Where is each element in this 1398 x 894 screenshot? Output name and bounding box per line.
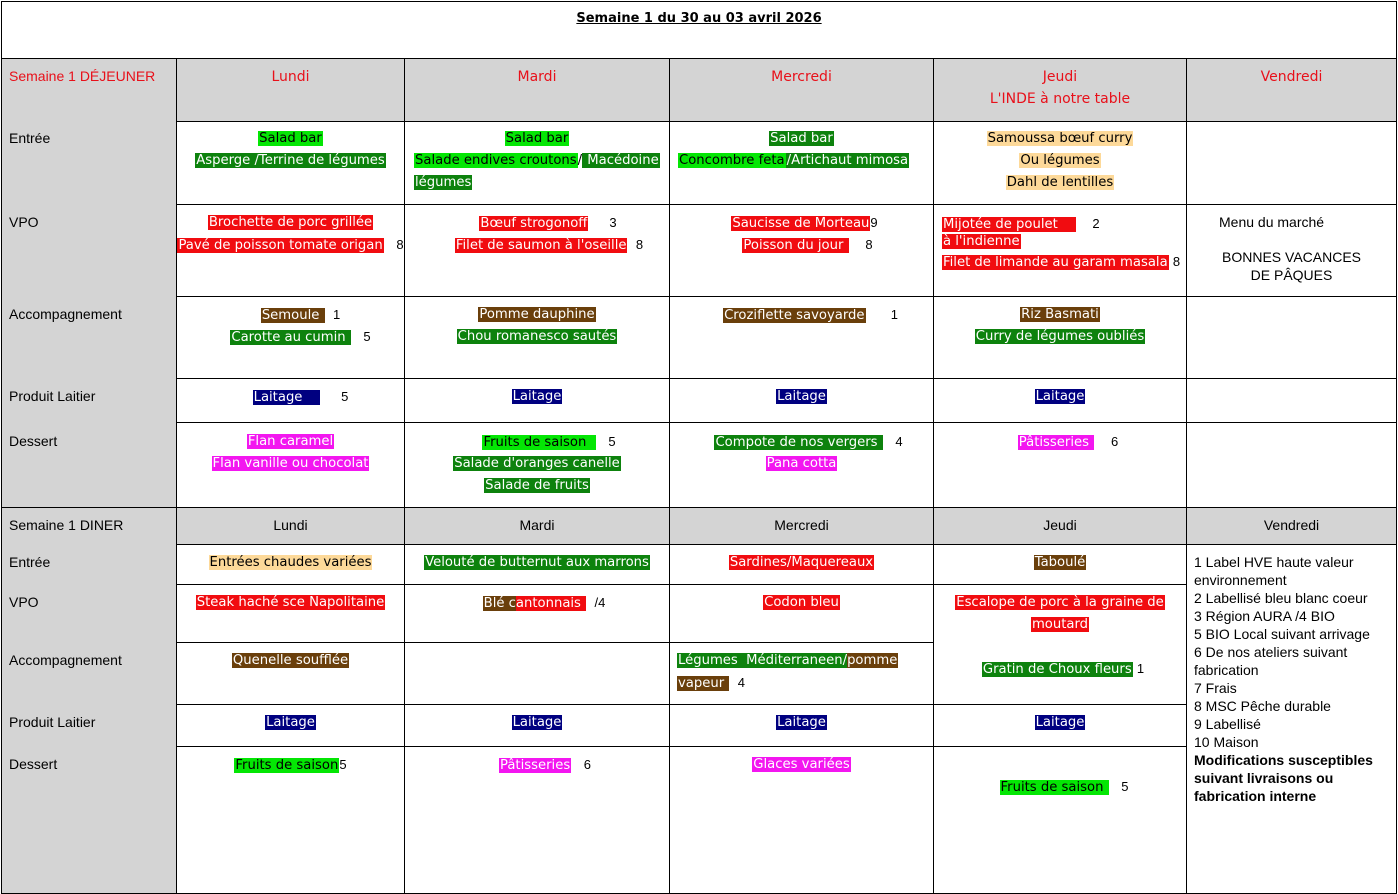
menu-item: Flan vanille ou chocolat (212, 456, 369, 471)
legend-item: 6 De nos ateliers suivant fabrication (1194, 644, 1348, 678)
menu-item: vapeur (678, 676, 729, 691)
menu-item: Pâtisseries (499, 758, 571, 773)
lunch-row-produit-laitier: Produit Laitier (9, 388, 96, 404)
menu-item: Mijotée de poulet (943, 217, 1075, 232)
label-code: 4 (895, 434, 903, 449)
menu-item: Samoussa bœuf curry (987, 131, 1133, 146)
menu-item: Concombre feta (679, 153, 785, 168)
menu-item: Velouté de butternut aux marrons (425, 555, 649, 570)
legend-item: 2 Labellisé bleu blanc coeur (1194, 590, 1368, 606)
vendredi-vacances-1: BONNES VACANCES (1222, 249, 1361, 265)
vendredi-vacances-2: DE PÂQUES (1250, 267, 1333, 283)
label-code: 5 (363, 329, 371, 344)
label-code: 9 (870, 215, 878, 230)
menu-item: Poisson du jour (743, 238, 848, 253)
dinner-day-mardi: Mardi (519, 517, 555, 533)
label-code: 6 (1110, 434, 1119, 449)
label-code: 1 (1136, 661, 1145, 676)
menu-item: Saucisse de Morteau (732, 216, 870, 231)
menu-item: Salad bar (259, 131, 322, 146)
menu-item: légumes (415, 175, 472, 190)
menu-item: à l'indienne (943, 234, 1020, 249)
label-code: 3 (609, 215, 617, 230)
menu-item: Semoule (261, 308, 324, 323)
label-code: 8 (865, 237, 873, 252)
menu-item: Gratin de Choux fleurs (982, 662, 1132, 677)
lunch-row-vpo: VPO (9, 214, 39, 230)
dinner-day-jeudi: Jeudi (1043, 517, 1077, 533)
label-code: 1 (332, 307, 341, 322)
menu-item: Fruits de saison (1000, 780, 1108, 795)
legend-item: 8 MSC Pêche durable (1194, 698, 1331, 714)
menu-item: Flan caramel (247, 434, 334, 449)
menu-item: Laitage (777, 715, 826, 730)
menu-item: Laitage (253, 390, 320, 405)
menu-item: Salad bar (770, 131, 833, 146)
label-code: 5 (341, 389, 349, 404)
menu-item: Curry de légumes oubliés (975, 329, 1145, 344)
legend-item: 5 BIO Local suivant arrivage (1194, 626, 1370, 642)
menu-item: Quenelle soufflée (232, 653, 349, 668)
label-code: 5 (339, 757, 347, 772)
menu-item: Entrées chaudes variées (209, 555, 372, 570)
label-code: 5 (608, 434, 616, 449)
lunch-day-mardi: Mardi (517, 69, 557, 85)
dinner-section-label: Semaine 1 DINER (9, 517, 124, 533)
label-code: 8 (396, 237, 404, 252)
dinner-day-vendredi: Vendredi (1263, 517, 1320, 533)
lunch-day-mercredi: Mercredi (771, 69, 832, 85)
menu-item: Taboulé (1034, 555, 1086, 570)
lunch-day-lundi: Lundi (271, 69, 310, 85)
lunch-row-entree: Entrée (9, 130, 51, 146)
menu-item: pomme (847, 653, 898, 668)
menu-item: Salade d'oranges canelle (454, 456, 620, 471)
legend-item: 10 Maison (1194, 734, 1259, 750)
menu-item: Pana cotta (766, 456, 837, 471)
lunch-day-jeudi: Jeudi (1042, 69, 1078, 85)
menu-item: Steak haché sce Napolitaine (196, 595, 385, 610)
lunch-row-accompagnement: Accompagnement (9, 306, 122, 322)
jeudi-theme: L'INDE à notre table (989, 91, 1131, 107)
menu-item: Bœuf strogonoff (480, 216, 588, 231)
label-code: 2 (1092, 216, 1100, 231)
legend-item: 7 Frais (1194, 680, 1237, 696)
label-legend (1194, 553, 1394, 805)
label-code: /4 (594, 595, 606, 610)
menu-item: Fruits de saison (483, 435, 595, 450)
menu-item: Ou légumes (1020, 153, 1100, 168)
menu-item: Chou romanesco sautés (457, 329, 617, 344)
legend-item: 9 Labellisé (1194, 716, 1261, 732)
dinner-day-mercredi: Mercredi (774, 517, 829, 533)
lunch-day-vendredi: Vendredi (1260, 69, 1323, 85)
menu-item: Blé c (483, 596, 516, 611)
legend-item: 1 Label HVE haute valeur environnement (1194, 554, 1354, 588)
menu-item: Laitage (777, 389, 826, 404)
menu-item: Laitage (1035, 389, 1085, 404)
menu-item: Pavé de poisson tomate origan (178, 238, 383, 253)
label-code: 4 (737, 675, 745, 690)
separator: / (577, 153, 583, 168)
menu-item: Pomme dauphine (479, 307, 595, 322)
lunch-section-label: Semaine 1 DÉJEUNER (9, 68, 156, 84)
label-code: 8 (1172, 254, 1181, 269)
menu-item: Salad bar (505, 131, 569, 146)
lunch-row-dessert: Dessert (9, 433, 58, 449)
menu-item: Laitage (512, 389, 562, 404)
menu-item: antonnais (515, 596, 586, 611)
menu-item: Macédoine (583, 153, 659, 168)
menu-item: Escalope de porc à la graine de (956, 595, 1164, 610)
menu-item: Pâtisseries (1018, 435, 1094, 450)
dinner-row-entree: Entrée (9, 554, 51, 570)
label-code: 1 (890, 307, 898, 322)
menu-item: Laitage (1035, 715, 1085, 730)
label-code: 8 (635, 237, 644, 252)
menu-item: Sardines/Maquereaux (729, 555, 874, 570)
menu-item: Légumes Méditerraneen/ (678, 653, 848, 668)
menu-item: Glaces variées (753, 757, 850, 772)
menu-item: Brochette de porc grillée (208, 215, 373, 230)
menu-item: Croziflette savoyarde (724, 308, 865, 323)
dinner-row-produit-laitier: Produit Laitier (9, 714, 96, 730)
menu-item: Salade de fruits (485, 478, 589, 493)
menu-item: Riz Basmati (1021, 307, 1099, 322)
menu-item: Laitage (512, 715, 562, 730)
menu-item: Compote de nos vergers (715, 435, 882, 450)
menu-item: Salade endives croutons (415, 153, 577, 168)
menu-item: Filet de saumon à l'oseille (455, 238, 627, 253)
page-title: Semaine 1 du 30 au 03 avril 2026 (576, 11, 822, 26)
label-code: 6 (583, 757, 591, 772)
label-code: 5 (1121, 779, 1129, 794)
dinner-row-vpo: VPO (9, 594, 39, 610)
menu-item: Carotte au cumin (231, 330, 350, 345)
menu-item: Fruits de saison (235, 758, 339, 773)
menu-item: Codon bleu (764, 595, 839, 610)
menu-item: Dahl de lentilles (1006, 175, 1114, 190)
menu-item: moutard (1031, 617, 1089, 632)
vendredi-menu-marche: Menu du marché (1219, 214, 1325, 230)
legend-item: 3 Région AURA /4 BIO (1194, 608, 1335, 624)
menu-item: Laitage (266, 715, 315, 730)
menu-item: Filet de limande au garam masala (943, 255, 1168, 270)
dinner-row-accompagnement: Accompagnement (9, 652, 122, 668)
menu-item: /Artichaut mimosa (786, 153, 909, 168)
dinner-day-lundi: Lundi (273, 517, 308, 533)
dinner-row-dessert: Dessert (9, 756, 58, 772)
menu-item: Asperge /Terrine de légumes (196, 153, 385, 168)
legend-disclaimer: Modifications susceptibles suivant livraisons ou fabrication interne (1194, 752, 1373, 804)
